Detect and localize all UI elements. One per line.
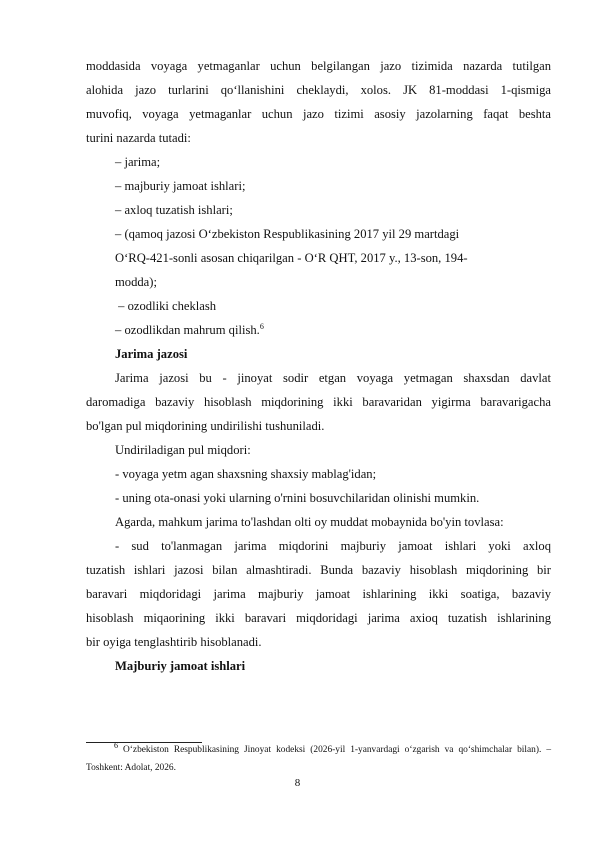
list-item: - uning ota-onasi yoki ularning o'rnini bosuvchilaridan olinishi mumkin. xyxy=(115,491,480,505)
footnote-continuation: Toshkent: Adolat, 2026. xyxy=(86,763,176,773)
body-text-line: Agarda, mahkum jarima to'lashdan olti oy muddat mobaynida bo'yin tovlasa: xyxy=(115,515,504,529)
body-text-line: hisoblash miqaorining ikki baravari miqdoridagi jarima axioq tuzatish ishlarining xyxy=(86,611,551,625)
section-heading: Jarima jazosi xyxy=(115,347,188,361)
footnote-text: O‘zbekiston Respublikasining Jinoyat kodeksi (2026-yil 1-yanvardagi o‘zgarish va qo‘shimchalar bilan). – xyxy=(123,745,552,755)
list-item-text: – ozodlikdan mahrum qilish. xyxy=(115,323,260,337)
body-text-line: baravari miqdoridagi jarima majburiy jamoat ishlarining ikki soatiga, bazaviy xyxy=(86,587,551,601)
body-text-line: bir oyiga tenglashtirib hisoblanadi. xyxy=(86,635,262,649)
body-text-line: turini nazarda tutadi: xyxy=(86,131,191,145)
body-text-line: daromadiga bazaviy hisoblash miqdorining ikki baravaridan yigirma baravarigacha xyxy=(86,395,551,409)
footnote-reference[interactable]: 6 xyxy=(259,321,264,331)
body-text-line: alohida jazo turlarini qo‘llanishini cheklaydi, xolos. JK 81-moddasi 1-qismiga xyxy=(86,83,551,97)
body-text-line: - sud to'lanmagan jarima miqdorini majburiy jamoat ishlari yoki axloq xyxy=(115,539,551,553)
list-item: modda); xyxy=(115,275,157,289)
footnote xyxy=(86,740,552,758)
section-heading: Majburiy jamoat ishlari xyxy=(115,659,246,673)
footnote-number: 6 xyxy=(114,740,118,750)
body-text-line: Jarima jazosi bu - jinoyat sodir etgan voyaga yetmagan shaxsdan davlat xyxy=(115,371,551,385)
body-text-line: Undiriladigan pul miqdori: xyxy=(115,443,251,457)
list-item: – jarima; xyxy=(115,155,161,169)
list-item: – axloq tuzatish ishlari; xyxy=(115,203,233,217)
body-text-line: moddasida voyaga yetmaganlar uchun belgilangan jazo tizimida nazarda tutilgan xyxy=(86,59,551,73)
list-item xyxy=(115,320,264,341)
list-item: O‘RQ-421-sonli asosan chiqarilgan - O‘R QHT, 2017 y., 13-son, 194- xyxy=(115,251,468,265)
body-text-line: muvofiq, voyaga yetmaganlar uchun jazo tizimi asosiy jazolarning faqat beshta xyxy=(86,107,551,121)
body-text-line: bo'lgan pul miqdorining undirilishi tushuniladi. xyxy=(86,419,325,433)
list-item: - voyaga yetm agan shaxsning shaxsiy mablag'idan; xyxy=(115,467,377,481)
page-number: 8 xyxy=(294,777,301,789)
body-text-line: tuzatish ishlari jazosi bilan almashtiradi. Bunda bazaviy hisoblash miqdorining bir xyxy=(86,563,551,577)
list-item: – (qamoq jazosi O‘zbekiston Respublikasining 2017 yil 29 martdagi xyxy=(115,227,460,241)
list-item: – ozodliki cheklash xyxy=(115,299,217,313)
list-item: – majburiy jamoat ishlari; xyxy=(115,179,246,193)
